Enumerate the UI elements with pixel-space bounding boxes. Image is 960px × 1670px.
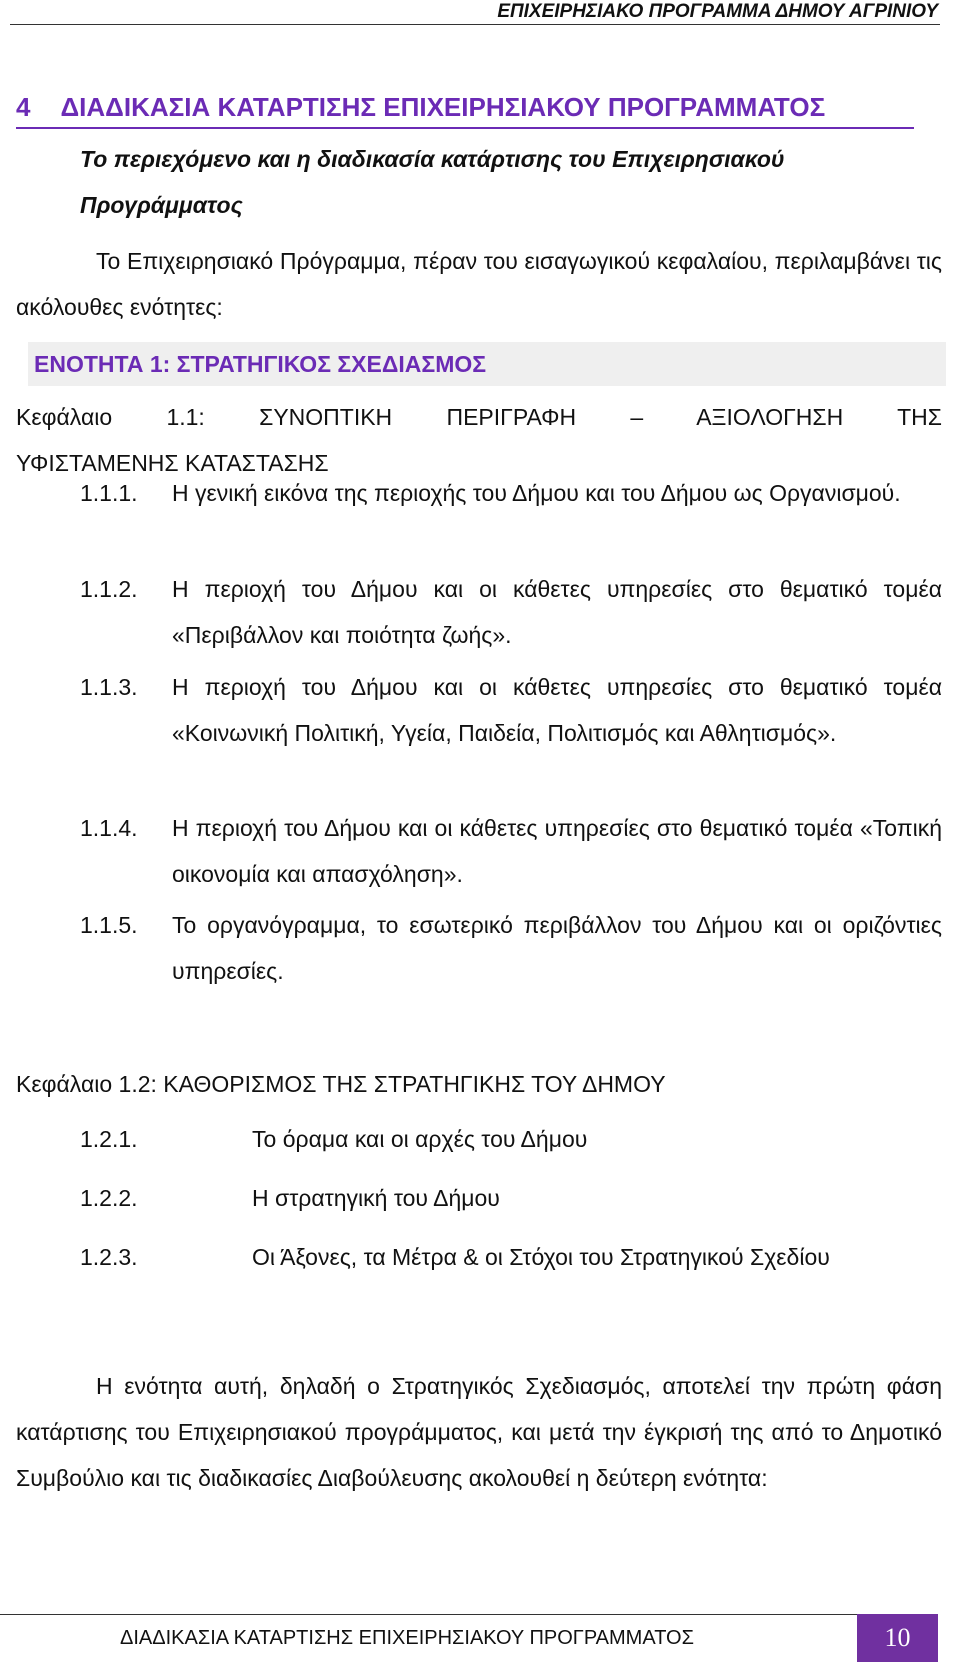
item-number: 1.1.4. [80, 815, 138, 841]
item-text: Η περιοχή του Δήμου και οι κάθετες υπηρεσίες στο θεματικό τομέα «Περιβάλλον και ποιότητα ζωής». [172, 576, 942, 648]
list-item [80, 566, 942, 658]
unit-title: ΕΝΟΤΗΤΑ 1: ΣΤΡΑΤΗΓΙΚΟΣ ΣΧΕΔΙΑΣΜΟΣ [34, 351, 487, 377]
item-number: 1.2.1. [80, 1126, 138, 1152]
list-item [80, 805, 942, 897]
chapter-title-line-2: ΥΦΙΣΤΑΜΕΝΗΣ ΚΑΤΑΣΤΑΣΗΣ [16, 450, 329, 476]
list-item [80, 470, 942, 516]
unit-banner [28, 342, 946, 386]
item-text: Η γενική εικόνα της περιοχής του Δήμου και του Δήμου ως Οργανισμού. [172, 480, 901, 506]
subheading: Το περιεχόμενο και η διαδικασία κατάρτισης του Επιχειρησιακού Προγράμματος [80, 146, 785, 218]
footer-title: ΔΙΑΔΙΚΑΣΙΑ ΚΑΤΑΡΤΙΣΗΣ ΕΠΙΧΕΙΡΗΣΙΑΚΟΥ ΠΡΟΓΡΑΜΜΑΤΟΣ [120, 1627, 694, 1649]
chapter-title-line-1: Κεφάλαιο 1.1: ΣΥΝΟΠΤΙΚΗ ΠΕΡΙΓΡΑΦΗ – ΑΞΙΟΛΟΓΗΣΗ ΤΗΣ [16, 404, 942, 430]
list-item [80, 664, 942, 756]
list-item [80, 1234, 940, 1280]
section-rule [16, 127, 914, 129]
item-text: Το όραμα και οι αρχές του Δήμου [252, 1126, 588, 1152]
item-text: Η στρατηγική του Δήμου [252, 1185, 500, 1211]
list-item [80, 1175, 940, 1221]
section-number: 4 [16, 92, 31, 122]
chapter-1-2-title: Κεφάλαιο 1.2: ΚΑΘΟΡΙΣΜΟΣ ΤΗΣ ΣΤΡΑΤΗΓΙΚΗΣ ΤΟΥ ΔΗΜΟΥ [16, 1071, 666, 1097]
page-number: 10 [857, 1614, 938, 1662]
item-number: 1.1.3. [80, 674, 138, 700]
closing-paragraph: Η ενότητα αυτή, δηλαδή ο Στρατηγικός Σχεδιασμός, αποτελεί την πρώτη φάση κατάρτισης του Επιχειρησιακού προγράμματος, και μετά την έγκρισή της από το Δημοτικό Συμβούλιο και τις διαδικασίες Διαβούλευσης ακολουθεί η δεύτερη ενότητα: [16, 1373, 942, 1491]
item-text: Οι Άξονες, τα Μέτρα & οι Στόχοι του Στρατηγικού Σχεδίου [252, 1244, 830, 1270]
header-rule [10, 24, 940, 25]
running-header: ΕΠΙΧΕΙΡΗΣΙΑΚΟ ΠΡΟΓΡΑΜΜΑ ΔΗΜΟΥ ΑΓΡΙΝΙΟΥ [497, 1, 938, 22]
item-number: 1.1.5. [80, 912, 138, 938]
footer-rule [0, 1614, 938, 1615]
list-item [80, 1116, 940, 1162]
item-number: 1.1.2. [80, 576, 138, 602]
section-title: ΔΙΑΔΙΚΑΣΙΑ ΚΑΤΑΡΤΙΣΗΣ ΕΠΙΧΕΙΡΗΣΙΑΚΟΥ ΠΡΟΓΡΑΜΜΑΤΟΣ [60, 92, 826, 122]
item-number: 1.1.1. [80, 480, 138, 506]
item-text: Η περιοχή του Δήμου και οι κάθετες υπηρεσίες στο θεματικό τομέα «Κοινωνική Πολιτική, Υγεία, Παιδεία, Πολιτισμός και Αθλητισμός». [172, 674, 942, 746]
item-text: Το οργανόγραμμα, το εσωτερικό περιβάλλον του Δήμου και οι οριζόντιες υπηρεσίες. [172, 912, 942, 984]
item-number: 1.2.3. [80, 1244, 138, 1270]
intro-paragraph: Το Επιχειρησιακό Πρόγραμμα, πέραν του εισαγωγικού κεφαλαίου, περιλαμβάνει τις ακόλουθες ενότητες: [16, 248, 942, 320]
item-text: Η περιοχή του Δήμου και οι κάθετες υπηρεσίες στο θεματικό τομέα «Τοπική οικονομία και απασχόληση». [172, 815, 942, 887]
item-number: 1.2.2. [80, 1185, 138, 1211]
section-heading [16, 90, 916, 124]
list-item [80, 902, 942, 994]
